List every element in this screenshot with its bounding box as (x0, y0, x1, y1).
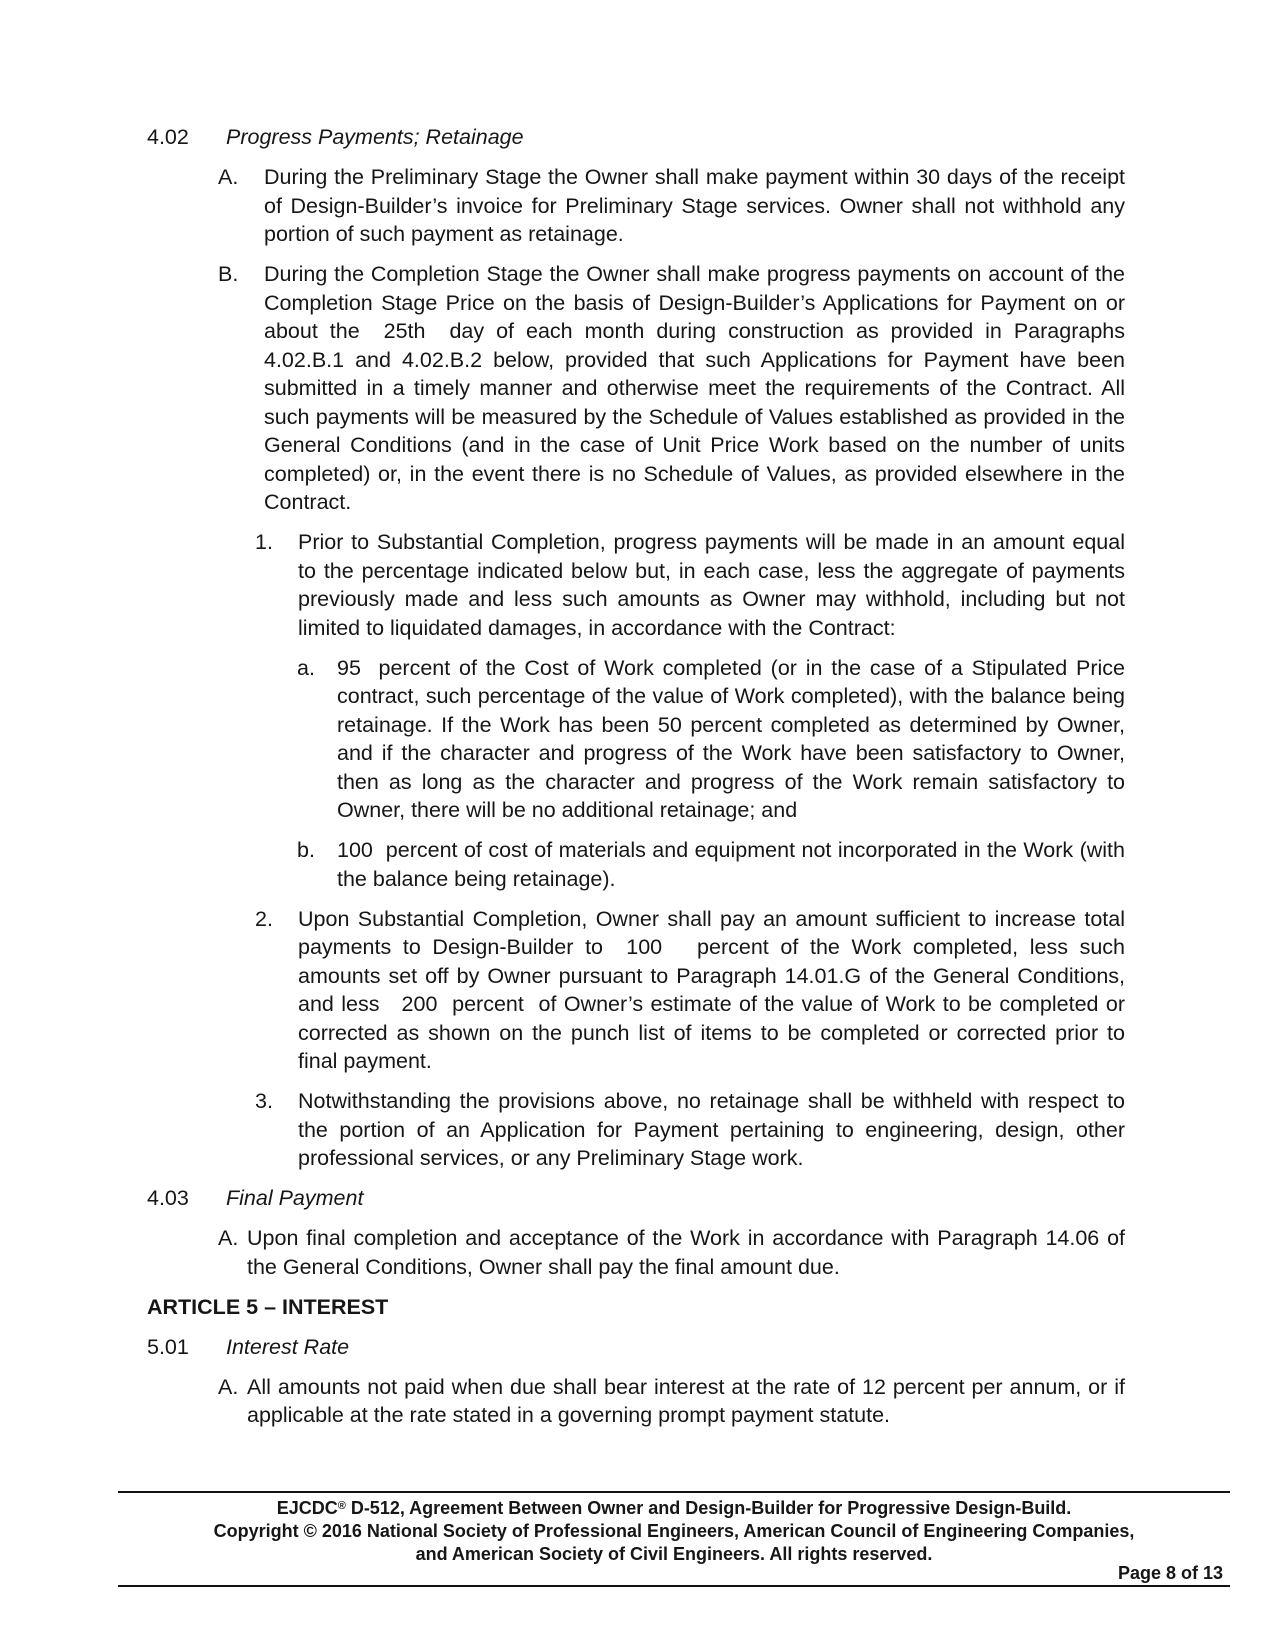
clause-text: Notwithstanding the provisions above, no retainage shall be withheld with respect to the portion of an Application for Payment pertaining to engineering, design, other professional services, or any Preliminary Stage work. (298, 1089, 1131, 1170)
clause-4-02-B (218, 260, 1131, 517)
section-number: 4.03 (147, 1186, 189, 1210)
clause-label: b. (297, 838, 315, 862)
clause-label: 3. (255, 1089, 273, 1113)
footer-brand: EJCDC (276, 1498, 338, 1518)
clause-text: 95 percent of the Cost of Work completed (or in the case of a Stipulated Price contract, such percentage of the value of Work completed), with the balance being retainage. If the Work has been 50 percent completed as determined by Owner, and if the character and progress of the Work have been satisfactory to Owner, then as long as the character and progress of the Work remain satisfactory to Owner, there will be no additional retainage; and (337, 655, 1131, 822)
section-heading-4-02 (147, 123, 1125, 152)
clause-text: All amounts not paid when due shall bear interest at the rate of 12 percent per annum, or if applicable at the rate stated in a governing prompt payment statute. (247, 1374, 1131, 1427)
clause-label: 2. (255, 906, 273, 931)
clause-4-03-A (218, 1224, 1131, 1281)
clause-4-02-B-2 (255, 905, 1131, 1076)
registered-trademark-symbol: ® (337, 1500, 346, 1512)
section-title: Interest Rate (226, 1334, 350, 1359)
clause-4-02-B-1 (255, 528, 1131, 642)
clause-text: Prior to Substantial Completion, progress payments will be made in an amount equal to the percentage indicated below but, in each case, less the aggregate of payments previously made and less such amounts as Owner may withhold, including but not limited to liquidated damages, in accordance with the Contract: (298, 530, 1131, 640)
footer-line-2: Copyright © 2016 National Society of Professional Engineers, American Council of Engineering Companies, (213, 1521, 1135, 1541)
clause-label: A. (218, 1226, 239, 1250)
footer-line-1-text: D-512, Agreement Between Owner and Design-Builder for Progressive Design-Build. (345, 1498, 1072, 1518)
footer-line-3: and American Society of Civil Engineers. All rights reserved. (415, 1544, 933, 1564)
clause-text: Upon Substantial Completion, Owner shall pay an amount sufficient to increase total payments to Design-Builder to 100 percent of the Work completed, less such amounts set off by Owner pursuant to Paragraph 14.01.G of the General Conditions, and less 200 percent of Owner’s estimate of the value of Work to be completed or corrected as shown on the punch list of items to be completed or corrected prior to final payment. (298, 906, 1131, 1073)
clause-4-02-A (218, 163, 1131, 249)
footer-line-1 (118, 1497, 1230, 1520)
document-footer (118, 1497, 1230, 1566)
clause-text: During the Preliminary Stage the Owner shall make payment within 30 days of the receipt of Design-Builder’s invoice for Preliminary Stage services. Owner shall not withhold any portion of such payment as retainage. (264, 165, 1131, 246)
clause-text: During the Completion Stage the Owner shall make progress payments on account of the Completion Stage Price on the basis of Design-Builder’s Applications for Payment on or about the 25th day of each month during construction as provided in Paragraphs 4.02.B.1 and 4.02.B.2 below, provided that such Applications for Payment have been submitted in a timely manner and otherwise meet the requirements of the Contract. All such payments will be measured by the Schedule of Values established as provided in the General Conditions (and in the case of Unit Price Work based on the number of units completed) or, in the event there is no Schedule of Values, as provided elsewhere in the Contract. (264, 262, 1131, 514)
section-heading-4-03 (147, 1184, 1125, 1213)
document-body (0, 123, 1275, 1441)
clause-label: a. (297, 655, 315, 680)
section-title: Final Payment (226, 1186, 364, 1210)
section-heading-5-01 (147, 1333, 1125, 1362)
clause-4-02-B-1-a (297, 654, 1131, 825)
clause-label: 1. (255, 530, 273, 554)
clause-text: Upon final completion and acceptance of the Work in accordance with Paragraph 14.06 of the General Conditions, Owner shall pay the final amount due. (247, 1226, 1131, 1279)
section-number: 4.02 (147, 125, 189, 149)
clause-text: 100 percent of cost of materials and equipment not incorporated in the Work (with the balance being retainage). (337, 838, 1131, 891)
section-number: 5.01 (147, 1334, 189, 1359)
clause-4-02-B-3 (255, 1087, 1131, 1173)
section-title: Progress Payments; Retainage (226, 125, 524, 149)
clause-4-02-B-1-b (297, 836, 1131, 893)
clause-label: A. (218, 1374, 239, 1399)
article-5-heading: ARTICLE 5 – INTEREST (147, 1294, 389, 1319)
clause-label: A. (218, 165, 239, 189)
clause-label: B. (218, 262, 239, 286)
footer-divider-bottom (118, 1585, 1230, 1587)
page-number: Page 8 of 13 (1117, 1563, 1223, 1583)
footer-divider-top (118, 1491, 1230, 1493)
clause-5-01-A (218, 1373, 1131, 1430)
